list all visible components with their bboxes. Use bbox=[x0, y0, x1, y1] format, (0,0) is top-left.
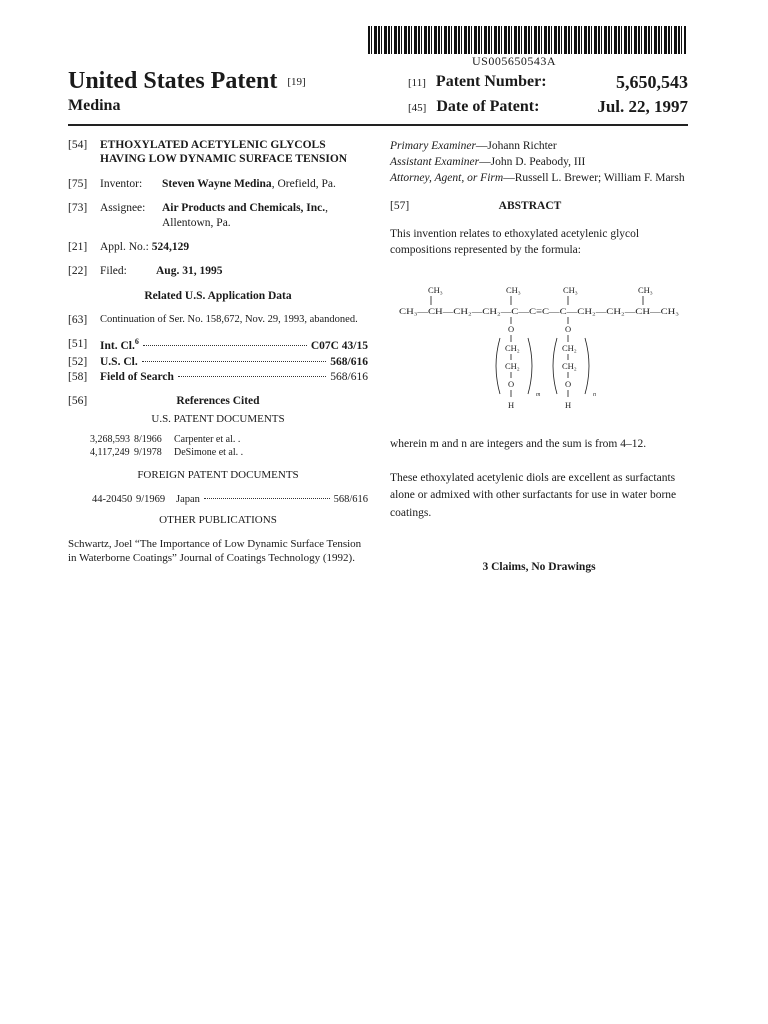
attorney bbox=[390, 170, 688, 186]
attorney-name: —Russell L. Brewer; William F. Marsh bbox=[503, 172, 685, 185]
foreign-date: 9/1969 bbox=[136, 494, 166, 506]
assignee-field bbox=[68, 201, 368, 230]
ch2-1b: CH₂ bbox=[505, 361, 520, 371]
uscl-label: U.S. Cl. bbox=[100, 355, 138, 368]
title-ref: [19] bbox=[287, 76, 306, 89]
ch2-1a: CH₂ bbox=[505, 343, 520, 353]
patent-number: 5,650,543 bbox=[616, 72, 688, 92]
intcl-field bbox=[68, 337, 368, 353]
ref-number: 3,268,593 bbox=[90, 434, 130, 446]
assistant-examiner-label: Assistant Examiner bbox=[390, 156, 480, 169]
barcode bbox=[368, 26, 686, 54]
ch3-1: CH₃ bbox=[428, 285, 443, 295]
filed-date: Aug. 31, 1995 bbox=[156, 265, 223, 278]
continuation-text: Continuation of Ser. No. 158,672, Nov. 29, 1993, abandoned. bbox=[100, 314, 358, 325]
oxygen-2: O bbox=[565, 324, 572, 334]
field-code: [75] bbox=[68, 177, 88, 190]
abstract-code: [57] bbox=[390, 200, 410, 213]
field-code: [58] bbox=[68, 370, 88, 383]
hydrogen-1: H bbox=[508, 400, 515, 410]
ref-row bbox=[90, 434, 368, 447]
chemical-formula bbox=[396, 284, 688, 414]
inventor-surname: Medina bbox=[68, 97, 121, 114]
right-paren-n bbox=[585, 338, 589, 394]
left-column bbox=[68, 138, 368, 566]
main-chain: CH₃—CH—CH₂—CH₂—C—C≡C—C—CH₂—CH₂—CH—CH₃ bbox=[399, 306, 680, 316]
date-ref: [45] bbox=[408, 102, 427, 114]
field-code: [63] bbox=[68, 314, 88, 326]
field-code: [51] bbox=[68, 338, 88, 351]
inventor-field bbox=[68, 177, 368, 191]
us-docs-heading: U.S. PATENT DOCUMENTS bbox=[151, 412, 285, 425]
appl-number: 524,129 bbox=[151, 240, 190, 253]
abstract-paragraph-1: This invention relates to ethoxylated acetylenic glycol compositions represented by the formula: bbox=[390, 228, 640, 257]
search-field bbox=[68, 370, 368, 384]
patent-number-label: Patent Number: bbox=[435, 73, 547, 90]
primary-examiner-name: —Johann Richter bbox=[475, 140, 557, 152]
abstract-paragraph-3: These ethoxylated acetylenic diols are excellent as surfactants alone or admixed with other surfactants for use in water borne coatings. bbox=[390, 472, 677, 519]
right-paren-m bbox=[528, 338, 532, 394]
continuation-field bbox=[68, 313, 368, 327]
hydrogen-2: H bbox=[565, 400, 572, 410]
oxygen-4: O bbox=[565, 379, 572, 389]
refs-heading: References Cited bbox=[176, 395, 260, 408]
foreign-doc-row bbox=[92, 493, 368, 506]
foreign-country: Japan bbox=[176, 494, 200, 506]
ch3-2: CH₃ bbox=[506, 285, 521, 295]
field-code: [56] bbox=[68, 395, 88, 408]
ref-date: 9/1978 bbox=[134, 446, 162, 458]
assistant-examiner-name: —John D. Peabody, III bbox=[479, 156, 586, 169]
ref-name: DeSimone et al. . bbox=[174, 446, 244, 458]
field-code: [22] bbox=[68, 265, 88, 278]
uscl-field bbox=[68, 355, 368, 369]
header-divider bbox=[68, 124, 688, 126]
patent-number-ref: [11] bbox=[408, 77, 426, 89]
intcl-edition: 6 bbox=[134, 337, 139, 347]
appl-field bbox=[68, 240, 368, 254]
primary-examiner-label: Primary Examiner bbox=[390, 140, 476, 152]
abstract-heading-row bbox=[390, 198, 688, 214]
claims-summary: 3 Claims, No Drawings bbox=[482, 561, 596, 573]
patent-number-row bbox=[408, 73, 547, 91]
ref-name: Carpenter et al. . bbox=[174, 434, 241, 446]
filed-field bbox=[68, 264, 368, 278]
foreign-number: 44-20450 bbox=[92, 494, 133, 506]
left-paren-n bbox=[553, 338, 557, 394]
barcode-number: US005650543A bbox=[472, 54, 557, 68]
uscl-value: 568/616 bbox=[330, 355, 368, 368]
date-row bbox=[408, 98, 539, 116]
other-pubs-text: Schwartz, Joel “The Importance of Low Dynamic Surface Tension in Waterborne Coatings” Journal of Coatings Technology (1992). bbox=[68, 538, 362, 564]
assignee-name: Air Products and Chemicals, Inc. bbox=[162, 202, 326, 215]
right-column bbox=[390, 138, 688, 259]
assignee-place: , Allentown, Pa. bbox=[162, 202, 329, 229]
left-paren-m bbox=[496, 338, 500, 394]
foreign-class: 568/616 bbox=[333, 494, 368, 506]
oxygen-1: O bbox=[508, 324, 515, 334]
field-code: [21] bbox=[68, 240, 88, 253]
ref-number: 4,117,249 bbox=[90, 446, 130, 458]
intcl-label: Int. Cl. bbox=[100, 340, 135, 353]
intcl-value: C07C 43/15 bbox=[310, 340, 368, 353]
patent-title bbox=[68, 68, 306, 95]
search-label: Field of Search bbox=[100, 370, 174, 383]
other-pubs-heading: OTHER PUBLICATIONS bbox=[159, 514, 277, 527]
filed-label: Filed: bbox=[100, 265, 127, 278]
ch2-2b: CH₂ bbox=[562, 361, 577, 371]
title-text: United States Patent bbox=[68, 68, 278, 94]
related-heading: Related U.S. Application Data bbox=[144, 289, 292, 302]
patent-date: Jul. 22, 1997 bbox=[597, 97, 688, 116]
primary-examiner bbox=[390, 138, 688, 154]
subscript-n: n bbox=[593, 392, 596, 398]
ref-row bbox=[90, 447, 368, 460]
inventor-name: Steven Wayne Medina bbox=[162, 177, 272, 190]
title-field bbox=[68, 138, 368, 167]
invention-title: ETHOXYLATED ACETYLENIC GLYCOLS HAVING LOW DYNAMIC SURFACE TENSION bbox=[100, 139, 348, 166]
abstract-heading: ABSTRACT bbox=[498, 200, 562, 213]
abstract-paragraph-2: wherein m and n are integers and the sum is from 4–12. bbox=[390, 438, 647, 450]
refs-field bbox=[68, 394, 368, 408]
subscript-m: m bbox=[536, 392, 541, 398]
field-code: [52] bbox=[68, 355, 88, 368]
field-code: [73] bbox=[68, 202, 88, 215]
ref-date: 8/1966 bbox=[134, 434, 162, 446]
ch3-4: CH₃ bbox=[638, 285, 653, 295]
inventor-label: Inventor: bbox=[100, 177, 143, 190]
ch3-3: CH₃ bbox=[563, 285, 578, 295]
foreign-docs-heading: FOREIGN PATENT DOCUMENTS bbox=[137, 469, 299, 482]
us-docs-list bbox=[68, 434, 368, 459]
oxygen-3: O bbox=[508, 379, 515, 389]
attorney-label: Attorney, Agent, or Firm bbox=[390, 172, 504, 185]
assistant-examiner bbox=[390, 154, 688, 170]
field-code: [54] bbox=[68, 139, 88, 151]
ch2-2a: CH₂ bbox=[562, 343, 577, 353]
search-value: 568/616 bbox=[330, 370, 368, 383]
assignee-label: Assignee: bbox=[100, 202, 146, 215]
date-label: Date of Patent: bbox=[436, 98, 540, 115]
inventor-place: , Orefield, Pa. bbox=[271, 177, 336, 190]
appl-label: Appl. No.: bbox=[100, 240, 149, 253]
